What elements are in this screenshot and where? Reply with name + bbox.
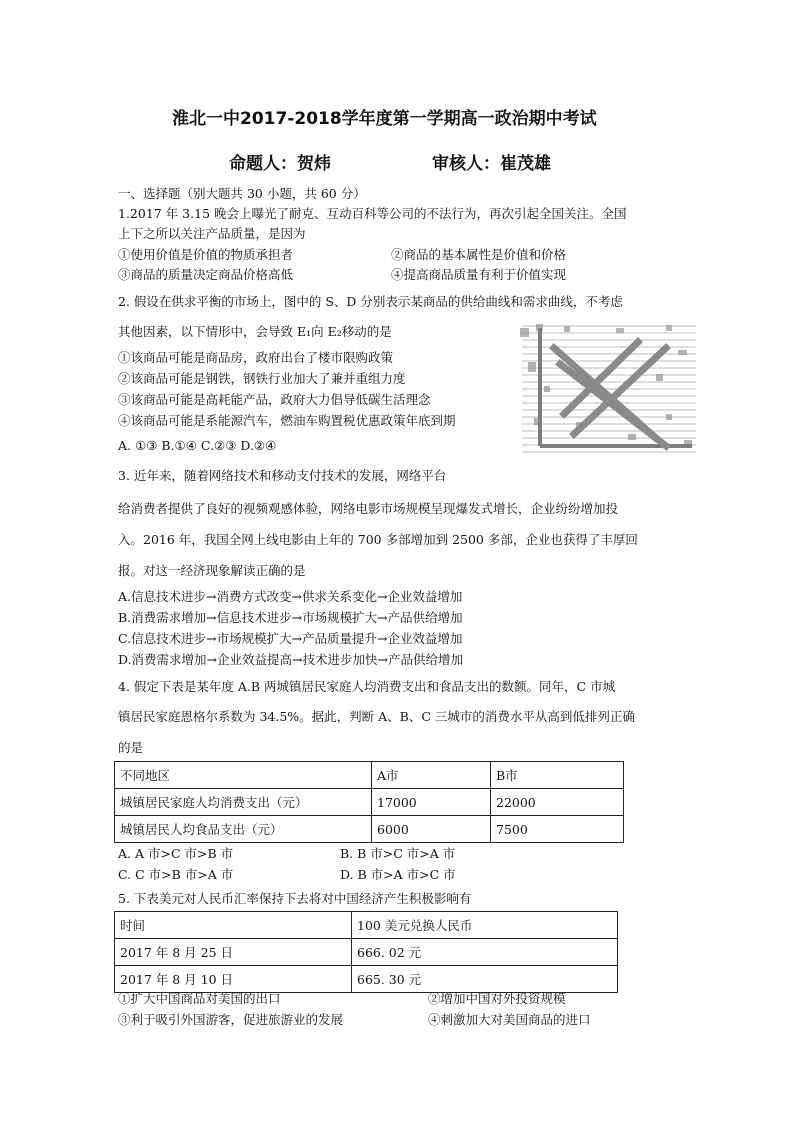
q1-option-2: ②商品的基本属性是价值和价格 — [391, 247, 567, 262]
q3-stem-line4: 报。对这一经济现象解读正确的是 — [118, 563, 306, 578]
table-header-row — [115, 762, 624, 789]
q4-table — [114, 761, 624, 843]
q4-option-c: C. C 市>B 市>A 市 — [118, 867, 234, 882]
q2-option-1: ①该商品可能是商品房，政府出台了楼市限购政策 — [118, 350, 394, 365]
supply-demand-graph — [516, 322, 698, 460]
table-header-cell: 不同地区 — [115, 762, 372, 789]
q3-option-d: D.消费需求增加→企业效益提高→技术进步加快→产品供给增加 — [118, 652, 463, 667]
q3-stem-line3: 入。2016 年，我国全网上线电影由上年的 700 多部增加到 2500 多部，企业也获得了丰厚回 — [118, 532, 638, 547]
table-header-cell: 时间 — [115, 912, 352, 939]
table-header-cell: A市 — [372, 762, 491, 789]
question-setter: 命题人：贺炜 — [229, 154, 331, 174]
table-header-row — [115, 912, 618, 939]
q4-stem-line2: 镇居民家庭恩格尔系数为 34.5%。据此，判断 A、B、C 三城市的消费水平从高到低排列正确 — [118, 709, 635, 724]
q3-stem-line1: 3. 近年来，随着网络技术和移动支付技术的发展，网络平台 — [118, 468, 447, 483]
q2-stem-line2: 其他因素，以下情形中，会导致 E₁向 E₂移动的是 — [118, 324, 392, 339]
table-cell: 665. 30 元 — [352, 966, 618, 993]
q2-choices: A. ①③ B.①④ C.②③ D.②④ — [118, 438, 277, 453]
q2-option-2: ②该商品可能是钢铁，钢铁行业加大了兼并重组力度 — [118, 371, 406, 386]
table-cell: 城镇居民人均食品支出（元） — [115, 816, 372, 843]
q5-option-2: ②增加中国对外投资规模 — [428, 991, 566, 1006]
table-row — [115, 816, 624, 843]
q2-option-4: ④该商品可能是系能源汽车，燃油车购置税优惠政策年底到期 — [118, 413, 456, 428]
table-cell: 17000 — [372, 789, 491, 816]
q3-option-b: B.消费需求增加→信息技术进步→市场规模扩大→产品供给增加 — [118, 610, 463, 625]
table-cell: 6000 — [372, 816, 491, 843]
q1-option-1: ①使用价值是价值的物质承担者 — [118, 247, 294, 262]
q5-option-3: ③利于吸引外国游客，促进旅游业的发展 — [118, 1012, 344, 1027]
table-cell: 2017 年 8 月 10 日 — [115, 966, 352, 993]
reviewer: 审核人：崔茂雄 — [432, 154, 551, 174]
q1-option-3: ③商品的质量决定商品价格高低 — [118, 267, 294, 282]
q5-stem: 5. 下表美元对人民币汇率保持下去将对中国经济产生积极影响有 — [118, 891, 472, 906]
q3-option-a: A.信息技术进步→消费方式改变→供求关系变化→企业效益增加 — [118, 589, 463, 604]
q1-stem-line2: 上下之所以关注产品质量，是因为 — [118, 226, 306, 241]
section-heading: 一、选择题（别大题共 30 小题，共 60 分） — [118, 186, 366, 201]
q2-option-3: ③该商品可能是高耗能产品，政府大力倡导低碳生活理念 — [118, 392, 431, 407]
q3-option-c: C.信息技术进步→市场规模扩大→产品质量提升→企业效益增加 — [118, 631, 463, 646]
q5-option-1: ①扩大中国商品对美国的出口 — [118, 991, 281, 1006]
q3-stem-line2: 给消费者提供了良好的视频观感体验，网络电影市场规模呈现爆发式增长，企业纷纷增加投 — [118, 501, 619, 516]
q4-stem-line1: 4. 假定下表是某年度 A.B 两城镇居民家庭人均消费支出和食品支出的数额。同年，C 市城 — [118, 679, 616, 694]
table-cell: 666. 02 元 — [352, 939, 618, 966]
table-cell: 城镇居民家庭人均消费支出（元） — [115, 789, 372, 816]
table-cell: 7500 — [491, 816, 624, 843]
table-header-cell: 100 美元兑换人民币 — [352, 912, 618, 939]
table-header-cell: B市 — [491, 762, 624, 789]
table-row — [115, 789, 624, 816]
table-cell: 22000 — [491, 789, 624, 816]
q4-option-b: B. B 市>C 市>A 市 — [340, 846, 456, 861]
table-row — [115, 939, 618, 966]
q1-option-4: ④提高商品质量有利于价值实现 — [391, 267, 567, 282]
q5-table — [114, 911, 618, 993]
q4-option-a: A. A 市>C 市>B 市 — [118, 846, 234, 861]
q4-option-d: D. B 市>A 市>C 市 — [340, 867, 456, 882]
q1-stem-line1: 1.2017 年 3.15 晚会上曝光了耐克、互动百科等公司的不法行为，再次引起全国关注。全国 — [118, 206, 627, 221]
q2-stem-line1: 2. 假设在供求平衡的市场上，图中的 S、D 分别表示某商品的供给曲线和需求曲线，不考虑 — [118, 294, 623, 309]
table-cell: 2017 年 8 月 25 日 — [115, 939, 352, 966]
q5-option-4: ④刺激加大对美国商品的进口 — [428, 1012, 591, 1027]
exam-title: 淮北一中2017-2018学年度第一学期高一政治期中考试 — [172, 109, 597, 129]
q4-stem-line3: 的是 — [118, 740, 144, 755]
